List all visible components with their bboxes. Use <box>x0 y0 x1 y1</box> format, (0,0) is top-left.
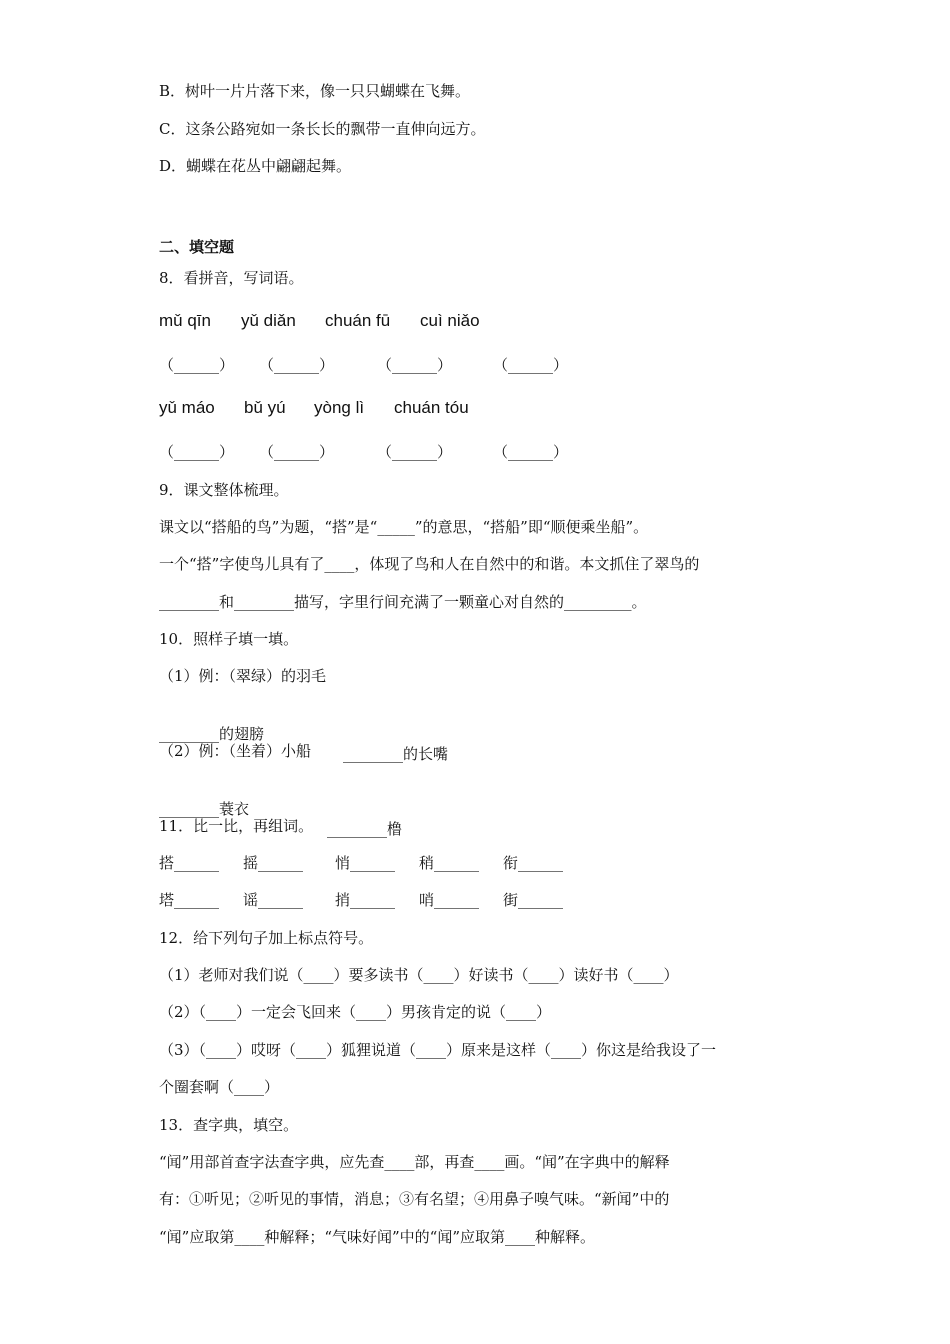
answer-blank[interactable]: （______） <box>493 443 569 461</box>
answer-blank[interactable]: （______） <box>377 356 453 374</box>
q12-sentence2: （2）（____）一定会飞回来（____）男孩肯定的说（____） <box>159 1003 552 1021</box>
q13-line2: 有：①听见；②听见的事情，消息；③有名望；④用鼻子嗅气味。“新闻”中的 <box>159 1190 670 1208</box>
compare-item[interactable]: 街______ <box>503 891 564 909</box>
answer-blank[interactable]: （______） <box>377 443 453 461</box>
pinyin-item: yǔ diǎn <box>241 311 296 330</box>
q10-stem: 10．照样子填一填。 <box>159 630 299 648</box>
option-d: D．蝴蝶在花丛中翩翩起舞。 <box>159 157 352 175</box>
q10-example2: （2）例：（坐着）小船 <box>159 742 312 760</box>
q11-stem: 11．比一比，再组词。 <box>159 817 314 835</box>
q12-sentence3a: （3）（____）哎呀（____）狐狸说道（____）原来是这样（____）你这是给我设了一 <box>159 1041 717 1059</box>
q9-line1: 课文以“搭船的鸟”为题，“搭”是“_____”的意思，“搭船”即“顺便乘坐船”。 <box>159 518 649 536</box>
q9-line3: ________和________描写，字里行间充满了一颗童心对自然的_________。 <box>159 593 647 611</box>
pinyin-item: yǔ máo <box>159 398 215 417</box>
compare-item[interactable]: 谣______ <box>243 891 304 909</box>
answer-blank[interactable]: （______） <box>159 443 235 461</box>
compare-item[interactable]: 塔______ <box>159 891 220 909</box>
fill-item[interactable]: ________橹 <box>327 820 403 838</box>
compare-item[interactable]: 摇______ <box>243 854 304 872</box>
pinyin-item: yòng lì <box>314 398 365 417</box>
answer-blank[interactable]: （______） <box>259 356 335 374</box>
q9-stem: 9．课文整体梳理。 <box>159 481 289 499</box>
q12-stem: 12．给下列句子加上标点符号。 <box>159 929 374 947</box>
fill-item[interactable]: ________蓑衣 <box>159 800 250 818</box>
q12-sentence3b: 个圈套啊（____） <box>159 1078 280 1096</box>
answer-blank[interactable]: （______） <box>259 443 335 461</box>
pinyin-item: mǔ qīn <box>159 311 211 330</box>
q10-example1: （1）例：（翠绿）的羽毛 <box>159 667 327 685</box>
fill-item[interactable]: ________的翅膀 <box>159 725 265 743</box>
answer-blank[interactable]: （______） <box>159 356 235 374</box>
q13-line3: “闻”应取第____种解释；“气味好闻”中的“闻”应取第____种解释。 <box>159 1228 596 1246</box>
compare-item[interactable]: 稍______ <box>419 854 480 872</box>
q12-sentence1: （1）老师对我们说（____）要多读书（____）好读书（____）读好书（____） <box>159 966 679 984</box>
pinyin-item: chuán tóu <box>394 398 469 417</box>
q13-stem: 13．查字典，填空。 <box>159 1116 299 1134</box>
section-title: 二、填空题 <box>159 238 235 256</box>
option-c: C．这条公路宛如一条长长的飘带一直伸向远方。 <box>159 120 486 138</box>
pinyin-item: bǔ yú <box>244 398 286 417</box>
fill-item[interactable]: ________的长嘴 <box>343 745 449 763</box>
answer-blank[interactable]: （______） <box>493 356 569 374</box>
pinyin-item: cuì niǎo <box>420 311 480 330</box>
compare-item[interactable]: 衔______ <box>503 854 564 872</box>
pinyin-item: chuán fū <box>325 311 391 330</box>
q13-line1: “闻”用部首查字法查字典，应先查____部，再查____画。“闻”在字典中的解释 <box>159 1153 670 1171</box>
q9-line2: 一个“搭”字使鸟儿具有了____，体现了鸟和人在自然中的和谐。本文抓住了翠鸟的 <box>159 555 700 573</box>
q8-stem: 8．看拼音，写词语。 <box>159 269 304 287</box>
compare-item[interactable]: 捎______ <box>335 891 396 909</box>
option-b: B．树叶一片片落下来，像一只只蝴蝶在飞舞。 <box>159 82 471 100</box>
compare-item[interactable]: 搭______ <box>159 854 220 872</box>
compare-item[interactable]: 悄______ <box>335 854 396 872</box>
compare-item[interactable]: 哨______ <box>419 891 480 909</box>
